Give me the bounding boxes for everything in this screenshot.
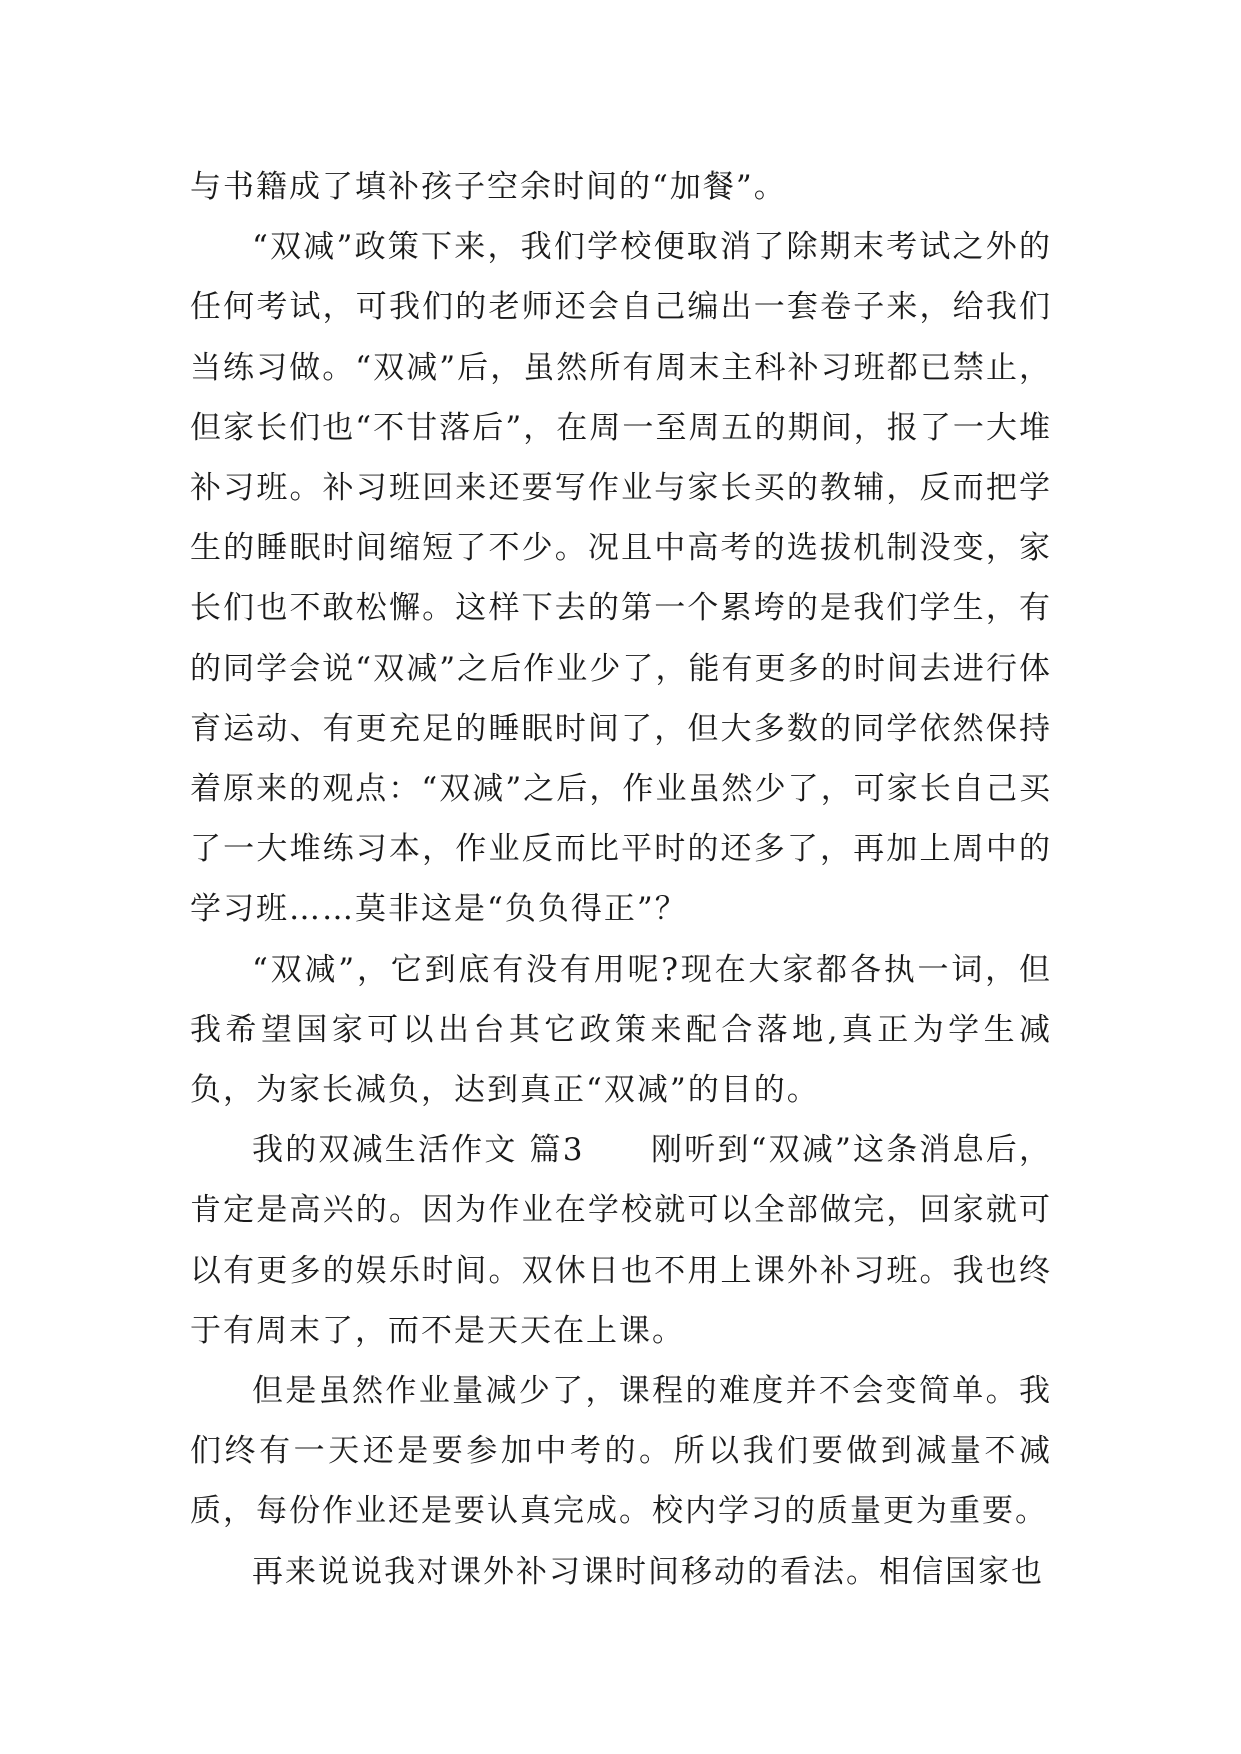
paragraph-6: 再来说说我对课外补习课时间移动的看法。相信国家也 bbox=[252, 1553, 1044, 1590]
essay-body bbox=[190, 157, 1052, 1602]
paragraph-3: “双减”，它到底有没有用呢?现在大家都各执一词，但我希望国家可以出台其它政策来配合落地,真正为学生减负，为家长减负，达到真正“双减”的目的。 bbox=[190, 951, 1052, 1109]
paragraph-4: 我的双减生活作文 篇3 刚听到“双减”这条消息后，肯定是高兴的。因为作业在学校就可以全部做完，回家就可以有更多的娱乐时间。双休日也不用上课外补习班。我也终于有周末了，而不是天天在上课。 bbox=[190, 1132, 1052, 1349]
paragraph-2: “双减”政策下来，我们学校便取消了除期末考试之外的任何考试，可我们的老师还会自己编出一套卷子来，给我们当练习做。“双减”后，虽然所有周末主科补习班都已禁止，但家长们也“不甘落后”，在周一至周五的期间，报了一大堆补习班。补习班回来还要写作业与家长买的教辅，反而把学生的睡眠时间缩短了不少。况且中高考的选拔机制没变，家长们也不敢松懈。这样下去的第一个累垮的是我们学生，有的同学会说“双减”之后作业少了，能有更多的时间去进行体育运动、有更充足的睡眠时间了，但大多数的同学依然保持着原来的观点：“双减”之后，作业虽然少了，可家长自己买了一大堆练习本，作业反而比平时的还多了，再加上周中的学习班……莫非这是“负负得正”？ bbox=[190, 229, 1052, 928]
paragraph-5: 但是虽然作业量减少了，课程的难度并不会变简单。我们终有一天还是要参加中考的。所以我们要做到减量不减质，每份作业还是要认真完成。校内学习的质量更为重要。 bbox=[190, 1373, 1052, 1530]
paragraph-1: 与书籍成了填补孩子空余时间的“加餐”。 bbox=[190, 169, 787, 205]
